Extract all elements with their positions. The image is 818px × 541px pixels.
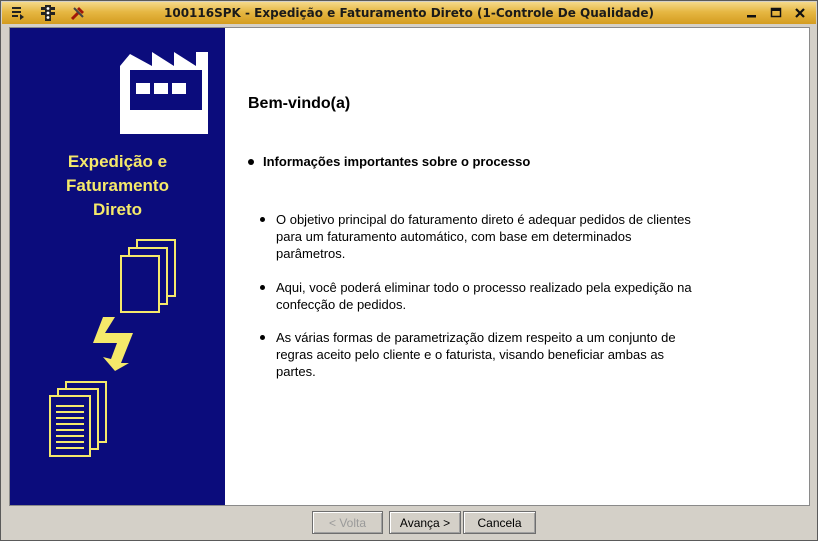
documents-icon (115, 236, 185, 316)
back-button[interactable]: < Volta (312, 511, 383, 534)
close-icon[interactable] (790, 4, 810, 21)
sidebar-title-line2: Faturamento (66, 176, 169, 195)
menu-icon[interactable] (8, 3, 28, 23)
lightning-arrow-icon (85, 313, 145, 373)
wizard-content (9, 27, 810, 506)
bullet-icon (248, 159, 254, 165)
section-heading-text: Informações importantes sobre o processo (263, 154, 531, 169)
sidebar-title (30, 150, 205, 222)
factory-icon (116, 48, 212, 134)
traffic-light-icon[interactable] (38, 3, 58, 23)
maximize-icon[interactable] (766, 4, 786, 21)
next-button[interactable]: Avança > (389, 511, 461, 534)
cancel-button[interactable]: Cancela (463, 511, 536, 534)
list-item: Aqui, você poderá eliminar todo o processo realizado pela expedição na confecção de pedidos. (260, 279, 700, 313)
section-heading (248, 154, 530, 169)
list-item: As várias formas de parametrização dizem respeito a um conjunto de regras aceito pelo cliente e o faturista, visando beneficiar ambas as partes. (260, 329, 700, 380)
minimize-icon[interactable] (742, 4, 762, 21)
documents-list-icon (46, 378, 112, 462)
sidebar-title-line1: Expedição e (67, 152, 168, 171)
welcome-heading: Bem-vindo(a) (248, 95, 351, 112)
sidebar-title-line3: Direto (92, 200, 143, 219)
window-title: 100116SPK - Expedição e Faturamento Direto (1-Controle De Qualidade) (164, 6, 654, 20)
list-item: O objetivo principal do faturamento direto é adequar pedidos de clientes para um faturamento automático, com base em determinados parâmetros. (260, 211, 700, 262)
tools-icon[interactable] (68, 3, 88, 23)
title-bar[interactable] (2, 2, 816, 24)
sidebar-panel (10, 28, 225, 505)
